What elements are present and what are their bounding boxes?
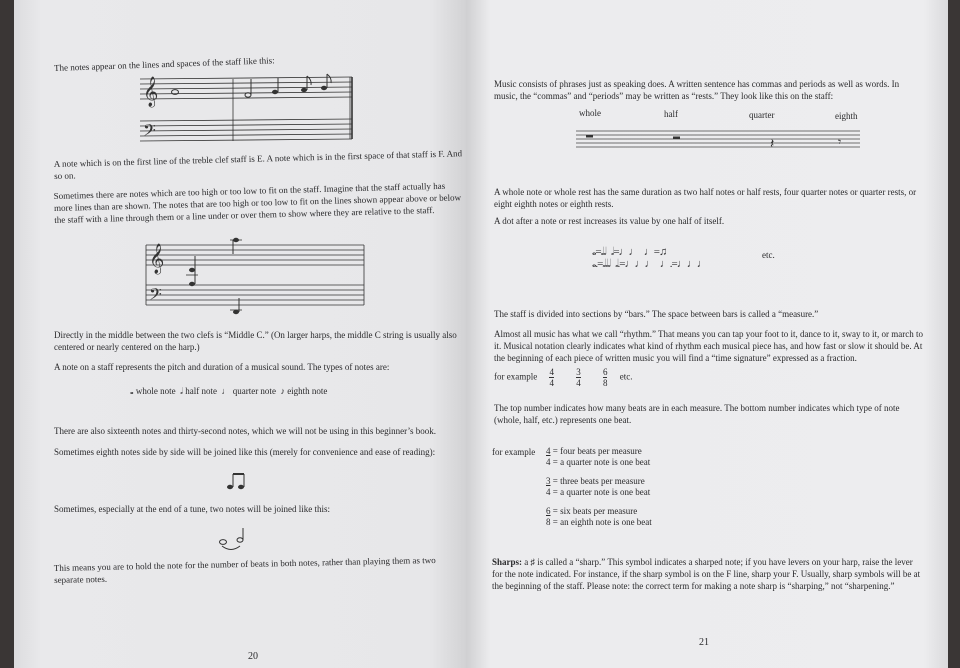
- joined-paragraph: Sometimes eighth notes side by side will be joined like this (merely for convenience and ease of reading):: [54, 447, 436, 457]
- quarter-note-icon: ♩: [221, 386, 231, 396]
- beamed-eighths-icon: [226, 472, 246, 492]
- tied-notes-icon: [218, 528, 248, 550]
- middle-c-paragraph: Directly in the middle between the two clefs is “Middle C.” (On larger harps, the middle C string is usually also centered or nearly centered on the harp.): [54, 330, 457, 352]
- bars-paragraph: The staff is divided into sections by “bars.” The space between bars is called a “measure.”: [494, 309, 819, 319]
- half-note-icon: 𝅗𝅥: [180, 386, 183, 396]
- sharps-paragraph: Sharps: a ♯ is called a “sharp.” This symbol indicates a sharped note; if you have levers on your harp, raise the lever for the note indicated. For instance, if the sharp symbol is on the F line, sharp your F. Usually, sharp symbols will be at the beginning of the staff. Please note: the correct term for making a note sharp is “sharping,” not “sharpening.”: [492, 557, 921, 591]
- page-number: 21: [699, 637, 709, 648]
- whole-note-icon: 𝅝: [130, 386, 134, 396]
- dotted-equations: 𝅝=𝅗𝅥𝅗𝅥 𝅗𝅥=♩♩ ♩=♫ 𝅝.=𝅗𝅥𝅗𝅥𝅗𝅥 𝅗𝅥.=♩♩♩ ♩.=♩♩♩: [592, 246, 707, 270]
- time-signature-examples: [546, 446, 652, 528]
- fraction: $\frac{6}{8}$: [602, 367, 608, 388]
- fraction: $\frac{4}{4}$: [549, 367, 554, 388]
- note-types-paragraph: A note on a staff represents the pitch and duration of a musical sound. The types of notes are:: [54, 362, 390, 372]
- hold-paragraph: This means you are to hold the note for the number of beats in both notes, rather than playing them as two separate notes.: [53, 555, 436, 585]
- example-4-4: 4 = four beats per measure 4 = a quarter note is one beat: [546, 446, 651, 467]
- top-number-paragraph: The top number indicates how many beats are in each measure. The bottom number indicates which type of note (whole, half, etc.) represents one beat.: [494, 403, 900, 425]
- svg-text:𝄢: 𝄢: [143, 122, 156, 144]
- rest-label-whole: whole: [579, 108, 601, 118]
- left-page: [14, 0, 466, 668]
- dot-paragraph: A dot after a note or rest increases its value by one half of itself.: [494, 216, 725, 226]
- svg-text:𝄞: 𝄞: [149, 244, 165, 273]
- etc-text: etc.: [762, 250, 775, 260]
- fraction-examples: for example $\frac{4}{4}$ $\frac{3}{4}$ $\frac{6}{8}$ etc.: [494, 367, 633, 388]
- for-example-label: for example: [492, 447, 536, 457]
- svg-text:𝄾: 𝄾: [838, 135, 842, 149]
- rhythm-paragraph: Almost all music has what we call “rhythm.” That means you can tap your foot to it, dance to it, sway to it, or march to it. Musical notation clearly indicates what kind of rhythm each musical piece has, and how fast or slow it should be. At the beginning of each piece of written music you will find a “time signature” expressed as a fraction.: [494, 329, 923, 363]
- note-types-row: 𝅝 whole note 𝅗𝅥 half note ♩ quarter note ♪ eighth note: [130, 386, 328, 396]
- intro-text: The notes appear on the lines and spaces of the staff like this:: [53, 55, 275, 73]
- sixteenth-paragraph: There are also sixteenth notes and thirty-second notes, which we will not be using in this beginner’s book.: [54, 426, 437, 436]
- rest-label-half: half: [664, 109, 678, 119]
- rest-label-quarter: quarter: [749, 110, 775, 120]
- example-3-4: 3 = three beats per measure 4 = a quarter note is one beat: [546, 476, 651, 497]
- rests-staff: [576, 130, 861, 152]
- rests-paragraph: Music consists of phrases just as speaking does. A written sentence has commas and periods as well as words. In music, the “commas” and “periods” may be written as “rests.” They look like this on the staff:: [494, 79, 900, 101]
- page-number: 20: [248, 651, 258, 662]
- first-line-paragraph: A note which is on the first line of the treble clef staff is E. A note which is in the first space of that staff is F. And so on.: [53, 148, 463, 181]
- tune-paragraph: Sometimes, especially at the end of a tune, two notes will be joined like this:: [54, 504, 330, 514]
- svg-text:𝄽: 𝄽: [770, 137, 775, 152]
- fraction: $\frac{3}{4}$: [576, 367, 581, 388]
- duration-paragraph: A whole note or whole rest has the same duration as two half notes or half rests, four quarter notes or quarter rests, or eight eighth notes or eighth rests.: [494, 187, 917, 209]
- right-page: [466, 0, 948, 668]
- example-6-8: 6 = six beats per measure 8 = an eighth note is one beat: [546, 506, 652, 527]
- eighth-note-icon: ♪: [280, 386, 285, 396]
- svg-text:𝄢: 𝄢: [149, 286, 162, 308]
- grand-staff-notes: [140, 75, 355, 150]
- ledger-lines-staff: [146, 240, 366, 315]
- ledger-paragraph: Sometimes there are notes which are too high or too low to fit on the staff. Imagine that the staff actually has more lines than are shown. The notes that are too high or too low to fit on the lines shown appear above or below the staff with a line through them or a line under or over them to show where they are relative to the staff.: [53, 180, 462, 225]
- rest-label-eighth: eighth: [835, 111, 858, 121]
- svg-text:𝄞: 𝄞: [143, 77, 159, 106]
